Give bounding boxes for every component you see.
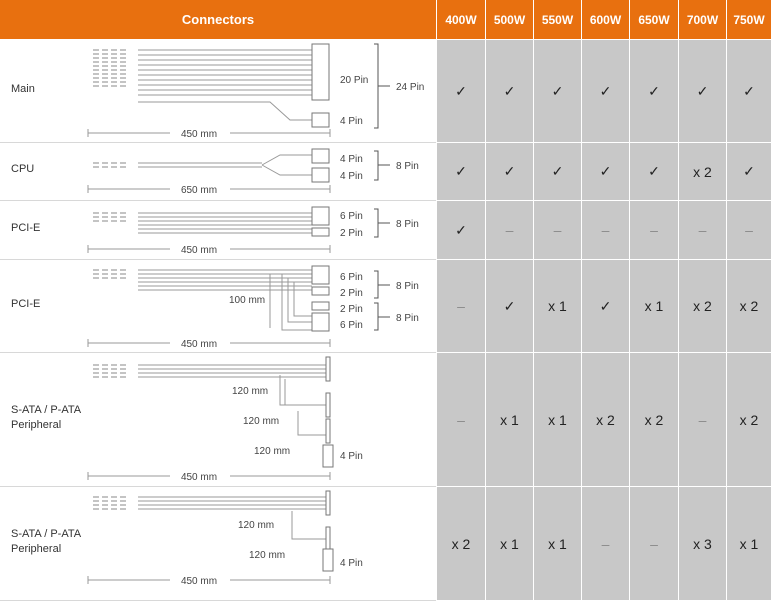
compat-cell-550w: –: [534, 201, 581, 259]
connector-4pin: [312, 113, 329, 127]
compat-cell-650w: –: [630, 487, 678, 600]
connectors-header: Connectors: [0, 0, 436, 39]
pin-label: 6 Pin: [340, 320, 363, 331]
compat-cell-500w: x 1: [486, 487, 533, 600]
compat-cell-700w: –: [679, 353, 726, 486]
connector-diagram: [0, 260, 436, 352]
combined-pin-label: 8 Pin: [396, 219, 419, 230]
connector-row: [0, 143, 436, 201]
combined-pin-label: 8 Pin: [396, 281, 419, 292]
compat-cell-500w: –: [486, 201, 533, 259]
segment-length-label: 120 mm: [232, 386, 269, 397]
cable-length-label: 650 mm: [180, 185, 218, 196]
connector-row: [0, 353, 436, 487]
compat-cell-600w: x 2: [582, 353, 629, 486]
connector-diagram: [0, 201, 436, 259]
compat-cell-550w: x 1: [534, 487, 581, 600]
compat-cell-550w: ✓: [534, 143, 581, 200]
wattage-header-700w: 700W: [679, 0, 726, 39]
compat-cell-750w: x 1: [727, 487, 771, 600]
connector-2pin: [312, 287, 329, 295]
connector-4pin: [312, 149, 329, 163]
connector-diagram: [0, 487, 436, 600]
segment-length-label: 120 mm: [243, 416, 280, 427]
connector-label: Main: [11, 82, 35, 95]
connector-6pin: [312, 207, 329, 225]
compat-cell-650w: x 1: [630, 260, 678, 352]
pin-label: 4 Pin: [340, 451, 363, 462]
pin-label: 2 Pin: [340, 304, 363, 315]
compat-cell-650w: x 2: [630, 353, 678, 486]
wattage-header-400w: 400W: [437, 0, 485, 39]
compat-cell-600w: ✓: [582, 260, 629, 352]
compat-cell-750w: x 2: [727, 260, 771, 352]
compat-cell-400w: ✓: [437, 40, 485, 142]
connector-4pin-molex: [323, 445, 333, 467]
connector-diagram: [0, 40, 436, 142]
connector-diagram: [0, 353, 436, 486]
connector-row: [0, 487, 436, 601]
compat-cell-500w: x 1: [486, 353, 533, 486]
compat-cell-550w: x 1: [534, 353, 581, 486]
connector-label: S-ATA / P-ATA Peripheral: [11, 527, 82, 555]
connector-diagram: [0, 143, 436, 200]
compat-cell-700w: x 2: [679, 260, 726, 352]
segment-length-label: 120 mm: [238, 520, 275, 531]
connector-label: PCI-E: [11, 297, 41, 310]
compat-cell-750w: ✓: [727, 143, 771, 200]
connector-label: PCI-E: [11, 221, 41, 234]
combined-pin-label: 8 Pin: [396, 161, 419, 172]
compat-cell-750w: ✓: [727, 40, 771, 142]
pin-label: 2 Pin: [340, 228, 363, 239]
connector-6pin: [312, 266, 329, 284]
cable-length-label: 450 mm: [180, 576, 218, 587]
compat-cell-650w: ✓: [630, 143, 678, 200]
connector-label: CPU: [11, 163, 35, 175]
connector-row: [0, 201, 436, 260]
pin-label: 4 Pin: [340, 558, 363, 569]
wattage-header-750w: 750W: [727, 0, 771, 39]
segment-length-label: 120 mm: [254, 446, 291, 457]
compat-cell-400w: x 2: [437, 487, 485, 600]
connector-row: [0, 260, 436, 353]
compat-cell-500w: ✓: [486, 260, 533, 352]
wattage-header-650w: 650W: [630, 0, 678, 39]
cable-length-label: 450 mm: [180, 245, 218, 256]
segment-length-label: 120 mm: [249, 550, 286, 561]
compat-cell-400w: –: [437, 353, 485, 486]
compat-cell-700w: –: [679, 201, 726, 259]
compat-cell-600w: –: [582, 201, 629, 259]
compat-cell-600w: –: [582, 487, 629, 600]
wattage-header-500w: 500W: [486, 0, 533, 39]
compat-cell-550w: ✓: [534, 40, 581, 142]
cable-length-label: 450 mm: [180, 472, 218, 483]
connector-2pin: [312, 302, 329, 310]
pin-label: 20 Pin: [340, 75, 369, 86]
compat-cell-700w: x 2: [679, 143, 726, 200]
connector-4pin-molex: [323, 549, 333, 571]
pin-label: 4 Pin: [340, 171, 363, 182]
compat-cell-400w: ✓: [437, 143, 485, 200]
compat-cell-750w: x 2: [727, 353, 771, 486]
wattage-header-600w: 600W: [582, 0, 629, 39]
connector-6pin: [312, 313, 329, 331]
compat-cell-400w: ✓: [437, 201, 485, 259]
segment-length-label: 100 mm: [229, 295, 266, 306]
compat-cell-400w: –: [437, 260, 485, 352]
pin-label: 6 Pin: [340, 272, 363, 283]
compat-cell-600w: ✓: [582, 40, 629, 142]
pin-label: 6 Pin: [340, 211, 363, 222]
compat-cell-500w: ✓: [486, 40, 533, 142]
pin-label: 4 Pin: [340, 116, 363, 127]
combined-pin-label: 24 Pin: [396, 82, 425, 93]
pin-label: 2 Pin: [340, 288, 363, 299]
connector-4pin: [312, 168, 329, 182]
pin-label: 4 Pin: [340, 154, 363, 165]
compat-cell-550w: x 1: [534, 260, 581, 352]
combined-pin-label: 8 Pin: [396, 313, 419, 324]
connector-row: [0, 40, 436, 143]
compat-cell-650w: –: [630, 201, 678, 259]
compat-cell-650w: ✓: [630, 40, 678, 142]
compat-cell-700w: x 3: [679, 487, 726, 600]
connector-20pin: [312, 44, 329, 100]
cable-length-label: 450 mm: [180, 129, 218, 140]
connector-2pin: [312, 228, 329, 236]
compat-cell-700w: ✓: [679, 40, 726, 142]
cable-length-label: 450 mm: [180, 339, 218, 350]
compat-cell-500w: ✓: [486, 143, 533, 200]
connector-label: S-ATA / P-ATA Peripheral: [11, 403, 82, 431]
compat-cell-750w: –: [727, 201, 771, 259]
wattage-header-550w: 550W: [534, 0, 581, 39]
compat-cell-600w: ✓: [582, 143, 629, 200]
